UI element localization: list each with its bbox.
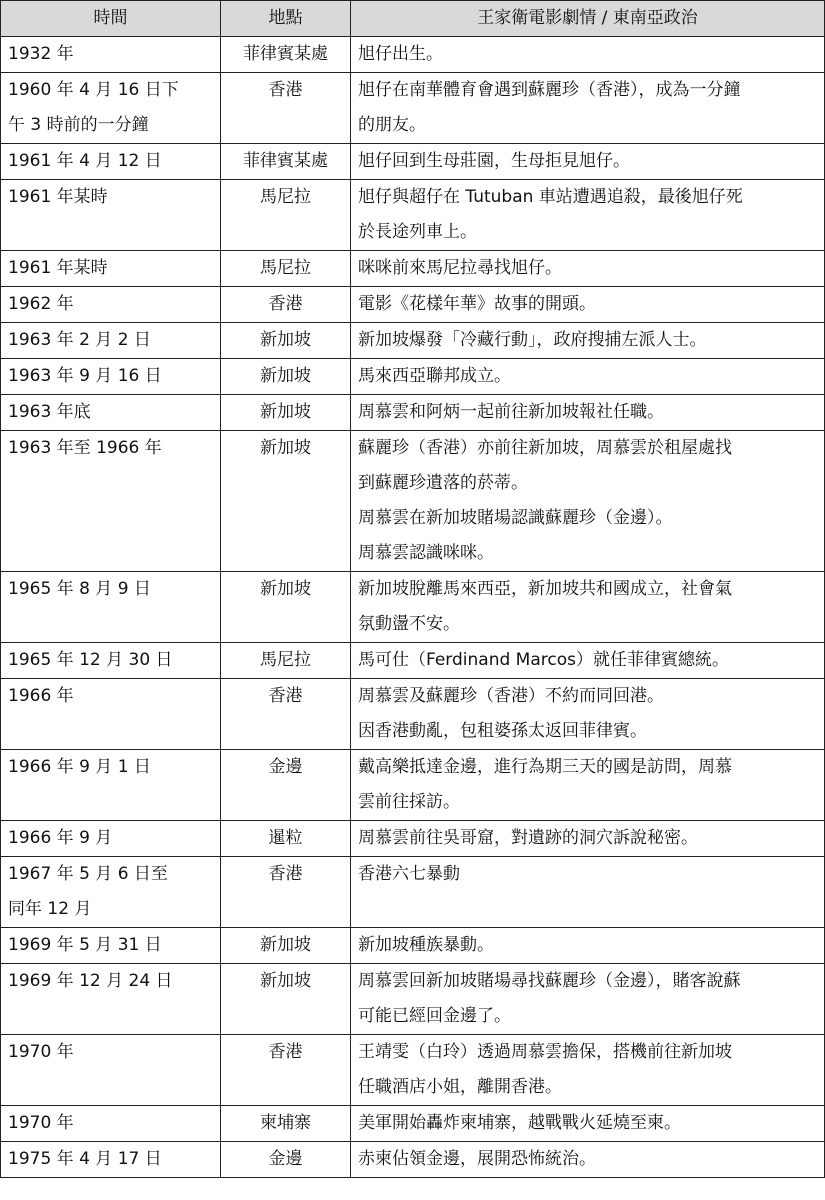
time-cell bbox=[1, 1142, 221, 1178]
table-row bbox=[1, 821, 825, 857]
header-row bbox=[1, 1, 825, 37]
table-row bbox=[1, 1035, 825, 1106]
event-text: 旭仔與超仔在 Tutuban 車站遭遇追殺，最後旭仔死 bbox=[358, 187, 743, 207]
time-cell bbox=[1, 1106, 221, 1142]
event-cell bbox=[351, 251, 825, 287]
time-text: 1969 年 5 月 31 日 bbox=[8, 935, 162, 955]
table-row bbox=[1, 572, 825, 643]
time-text: 1961 年某時 bbox=[8, 187, 108, 207]
event-text: 新加坡爆發「冷藏行動」，政府搜捕左派人士。 bbox=[358, 330, 707, 350]
time-text: 1975 年 4 月 17 日 bbox=[8, 1149, 162, 1169]
time-cell bbox=[1, 857, 221, 928]
place-cell: 新加坡 bbox=[221, 323, 351, 359]
event-cell bbox=[351, 928, 825, 964]
event-text: 周慕雲回新加坡賭場尋找蘇麗珍（金邊），賭客說蘇 bbox=[358, 971, 741, 991]
place-cell: 新加坡 bbox=[221, 359, 351, 395]
event-text: 馬可仕（Ferdinand Marcos）就任菲律賓總統。 bbox=[358, 650, 729, 670]
event-text: 新加坡種族暴動。 bbox=[358, 935, 494, 955]
place-cell: 新加坡 bbox=[221, 928, 351, 964]
time-text: 1970 年 bbox=[8, 1113, 74, 1133]
time-cell bbox=[1, 251, 221, 287]
time-cell bbox=[1, 395, 221, 431]
table-row bbox=[1, 37, 825, 73]
place-cell: 香港 bbox=[221, 287, 351, 323]
time-cell bbox=[1, 643, 221, 679]
table-row bbox=[1, 73, 825, 144]
event-cell bbox=[351, 287, 825, 323]
header-event: 王家衛電影劇情 / 東南亞政治 bbox=[351, 1, 825, 37]
event-text: 周慕雲在新加坡賭場認識蘇麗珍（金邊）。 bbox=[358, 508, 673, 528]
time-text: 1963 年至 1966 年 bbox=[8, 438, 162, 458]
place-cell: 香港 bbox=[221, 1035, 351, 1106]
event-text: 咪咪前來馬尼拉尋找旭仔。 bbox=[358, 258, 562, 278]
event-cell bbox=[351, 679, 825, 750]
place-cell: 金邊 bbox=[221, 1142, 351, 1178]
table-row bbox=[1, 964, 825, 1035]
place-cell: 柬埔寨 bbox=[221, 1106, 351, 1142]
table-row bbox=[1, 928, 825, 964]
time-text: 1969 年 12 月 24 日 bbox=[8, 971, 173, 991]
event-text: 到蘇麗珍遺落的菸蒂。 bbox=[358, 473, 528, 493]
event-text: 周慕雲和阿炳一起前往新加坡報社任職。 bbox=[358, 402, 664, 422]
time-cell bbox=[1, 144, 221, 180]
place-cell: 新加坡 bbox=[221, 572, 351, 643]
event-cell bbox=[351, 643, 825, 679]
event-text: 氛動盪不安。 bbox=[358, 614, 460, 634]
time-text: 1970 年 bbox=[8, 1042, 74, 1062]
time-text: 1962 年 bbox=[8, 294, 74, 314]
event-text: 戴高樂抵達金邊，進行為期三天的國是訪問，周慕 bbox=[358, 757, 732, 777]
event-cell bbox=[351, 1106, 825, 1142]
event-text: 赤柬佔領金邊，展開恐怖統治。 bbox=[358, 1149, 596, 1169]
place-cell: 香港 bbox=[221, 73, 351, 144]
place-cell: 香港 bbox=[221, 679, 351, 750]
table-row bbox=[1, 1142, 825, 1178]
time-text: 1963 年 2 月 2 日 bbox=[8, 330, 151, 350]
time-text: 同年 12 月 bbox=[8, 899, 92, 919]
table-row bbox=[1, 251, 825, 287]
table-row bbox=[1, 180, 825, 251]
event-text: 電影《花樣年華》故事的開頭。 bbox=[358, 294, 596, 314]
time-text: 1961 年 4 月 12 日 bbox=[8, 151, 162, 171]
time-cell bbox=[1, 928, 221, 964]
time-text: 1960 年 4 月 16 日下 bbox=[8, 80, 179, 100]
event-cell bbox=[351, 572, 825, 643]
event-cell bbox=[351, 73, 825, 144]
table-row bbox=[1, 679, 825, 750]
time-cell bbox=[1, 1035, 221, 1106]
time-cell bbox=[1, 323, 221, 359]
table-row bbox=[1, 144, 825, 180]
event-cell bbox=[351, 359, 825, 395]
event-text: 馬來西亞聯邦成立。 bbox=[358, 366, 511, 386]
event-text: 王靖雯（白玲）透過周慕雲擔保，搭機前往新加坡 bbox=[358, 1042, 732, 1062]
table-row bbox=[1, 857, 825, 928]
time-text: 1966 年 9 月 1 日 bbox=[8, 757, 151, 777]
event-text: 周慕雲前往吳哥窟，對遺跡的洞穴訴說秘密。 bbox=[358, 828, 698, 848]
event-cell bbox=[351, 964, 825, 1035]
place-cell: 暹粒 bbox=[221, 821, 351, 857]
table-row bbox=[1, 395, 825, 431]
table-row bbox=[1, 323, 825, 359]
event-text: 香港六七暴動 bbox=[358, 864, 460, 884]
table-row bbox=[1, 287, 825, 323]
time-cell bbox=[1, 750, 221, 821]
time-cell bbox=[1, 180, 221, 251]
table-row bbox=[1, 359, 825, 395]
event-cell bbox=[351, 1142, 825, 1178]
time-text: 1963 年 9 月 16 日 bbox=[8, 366, 162, 386]
place-cell: 新加坡 bbox=[221, 395, 351, 431]
time-cell bbox=[1, 572, 221, 643]
time-text: 1966 年 9 月 bbox=[8, 828, 113, 848]
time-cell bbox=[1, 73, 221, 144]
time-text: 1966 年 bbox=[8, 686, 74, 706]
event-text: 旭仔出生。 bbox=[358, 44, 443, 64]
event-text: 於長途列車上。 bbox=[358, 222, 477, 242]
header-time: 時間 bbox=[1, 1, 221, 37]
time-text: 1965 年 12 月 30 日 bbox=[8, 650, 173, 670]
event-text: 新加坡脫離馬來西亞，新加坡共和國成立，社會氣 bbox=[358, 579, 732, 599]
time-cell bbox=[1, 964, 221, 1035]
event-text: 美軍開始轟炸柬埔寨，越戰戰火延燒至柬。 bbox=[358, 1113, 681, 1133]
place-cell: 馬尼拉 bbox=[221, 643, 351, 679]
time-text: 1963 年底 bbox=[8, 402, 91, 422]
event-cell bbox=[351, 857, 825, 928]
event-cell bbox=[351, 1035, 825, 1106]
time-cell bbox=[1, 431, 221, 572]
event-text: 可能已經回金邊了。 bbox=[358, 1006, 511, 1026]
event-cell bbox=[351, 323, 825, 359]
place-cell: 香港 bbox=[221, 857, 351, 928]
event-cell bbox=[351, 750, 825, 821]
time-text: 1967 年 5 月 6 日至 bbox=[8, 864, 168, 884]
event-text: 的朋友。 bbox=[358, 115, 426, 135]
event-text: 旭仔在南華體育會遇到蘇麗珍（香港），成為一分鐘 bbox=[358, 80, 741, 100]
place-cell: 菲律賓某處 bbox=[221, 37, 351, 73]
place-cell: 新加坡 bbox=[221, 964, 351, 1035]
event-cell bbox=[351, 180, 825, 251]
place-cell: 馬尼拉 bbox=[221, 180, 351, 251]
event-text: 雲前往採訪。 bbox=[358, 792, 460, 812]
time-text: 1965 年 8 月 9 日 bbox=[8, 579, 151, 599]
event-text: 旭仔回到生母莊園，生母拒見旭仔。 bbox=[358, 151, 630, 171]
header-place: 地點 bbox=[221, 1, 351, 37]
place-cell: 金邊 bbox=[221, 750, 351, 821]
event-text: 蘇麗珍（香港）亦前往新加坡，周慕雲於租屋處找 bbox=[358, 438, 732, 458]
time-text: 1932 年 bbox=[8, 44, 74, 64]
table-row bbox=[1, 1106, 825, 1142]
time-text: 午 3 時前的一分鐘 bbox=[8, 115, 149, 135]
table-row bbox=[1, 750, 825, 821]
event-cell bbox=[351, 144, 825, 180]
time-text: 1961 年某時 bbox=[8, 258, 108, 278]
event-cell bbox=[351, 37, 825, 73]
event-text: 任職酒店小姐，離開香港。 bbox=[358, 1077, 562, 1097]
time-cell bbox=[1, 679, 221, 750]
event-text: 因香港動亂，包租婆孫太返回菲律賓。 bbox=[358, 721, 647, 741]
event-text: 周慕雲及蘇麗珍（香港）不約而同回港。 bbox=[358, 686, 664, 706]
place-cell: 新加坡 bbox=[221, 431, 351, 572]
table-row bbox=[1, 431, 825, 572]
time-cell bbox=[1, 359, 221, 395]
time-cell bbox=[1, 287, 221, 323]
event-text: 周慕雲認識咪咪。 bbox=[358, 543, 494, 563]
place-cell: 菲律賓某處 bbox=[221, 144, 351, 180]
time-cell bbox=[1, 821, 221, 857]
event-cell bbox=[351, 821, 825, 857]
event-cell bbox=[351, 431, 825, 572]
time-cell bbox=[1, 37, 221, 73]
place-cell: 馬尼拉 bbox=[221, 251, 351, 287]
table-row bbox=[1, 643, 825, 679]
event-cell bbox=[351, 395, 825, 431]
